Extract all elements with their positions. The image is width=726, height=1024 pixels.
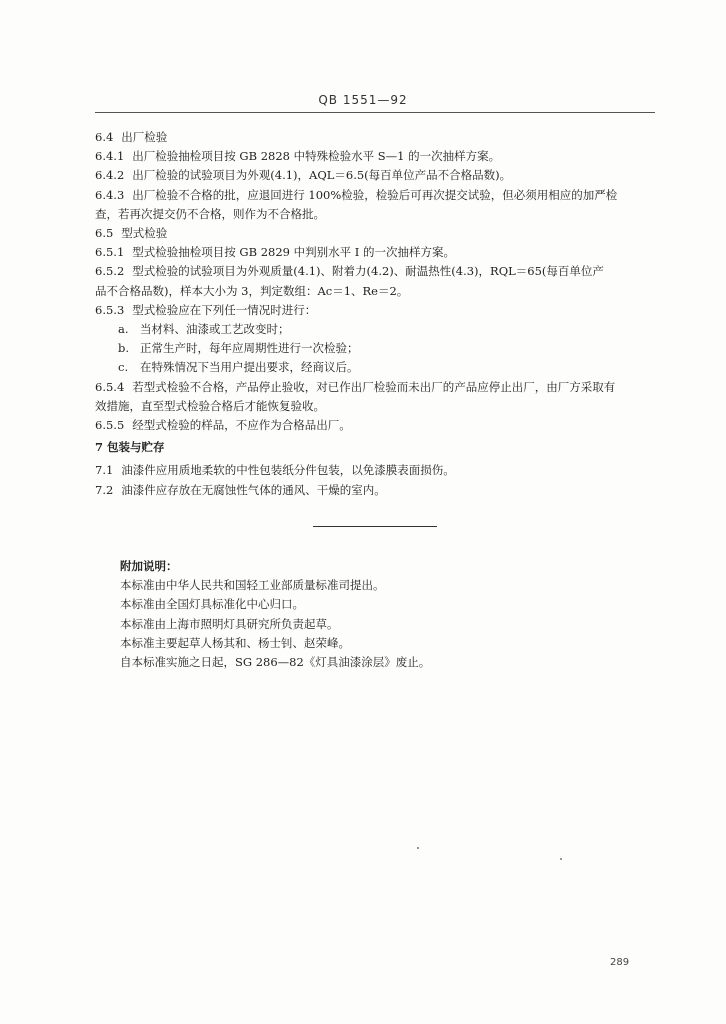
section-number: 7.1 bbox=[95, 463, 114, 478]
section-6-5-1 bbox=[95, 243, 657, 262]
section-text: 型式检验应在下列任一情况时进行： bbox=[132, 302, 317, 317]
section-number: 6.5.4 bbox=[95, 379, 125, 394]
list-item-a bbox=[95, 320, 657, 339]
section-text: 油漆件应用质地柔软的中性包装纸分件包装，以免漆膜表面损伤。 bbox=[121, 463, 455, 478]
section-number: 6.4.1 bbox=[95, 149, 125, 164]
page-number: 289 bbox=[610, 957, 630, 968]
document-body bbox=[95, 128, 657, 500]
section-text: 油漆件应存放在无腐蚀性气体的通风、干燥的室内。 bbox=[121, 482, 386, 497]
list-text: 正常生产时，每年应周期性进行一次检验； bbox=[140, 341, 359, 356]
section-number: 6.4 bbox=[95, 130, 114, 144]
section-6-5-2-continued: 品不合格品数)，样本大小为 3，判定数组：Ac＝1、Re＝2。 bbox=[95, 283, 409, 298]
section-text: 型式检验 bbox=[121, 226, 168, 241]
section-number: 6.5.3 bbox=[95, 302, 125, 317]
list-marker: b. bbox=[118, 341, 130, 356]
section-number: 6.4.3 bbox=[95, 187, 125, 202]
section-6-5-5 bbox=[95, 416, 657, 435]
list-item-c bbox=[95, 358, 657, 377]
notes-line: 本标准主要起草人杨其和、杨士钊、赵荣峰。 bbox=[120, 635, 350, 650]
end-separator-rule bbox=[313, 526, 437, 527]
section-6-4 bbox=[95, 128, 657, 147]
section-6-4-1 bbox=[95, 147, 657, 166]
notes-line: 本标准由上海市照明灯具研究所负责起草。 bbox=[120, 616, 339, 631]
section-number: 6.5.2 bbox=[95, 264, 125, 279]
section-number: 6.5.5 bbox=[95, 418, 125, 433]
list-marker: c. bbox=[118, 360, 129, 375]
section-6-5-2 bbox=[95, 262, 657, 281]
chapter-7-title: 7 包装与贮存 bbox=[95, 440, 165, 455]
section-6-5-4-continued: 效措施，直至型式检验合格后才能恢复验收。 bbox=[95, 398, 325, 413]
section-text: 出厂检验不合格的批，应退回进行 100%检验，检验后可再次提交试验，但必须用相应的加严检 bbox=[132, 187, 618, 202]
section-7-2 bbox=[95, 481, 657, 500]
list-text: 在特殊情况下当用户提出要求，经商议后。 bbox=[140, 360, 359, 375]
section-text: 出厂检验抽检项目按 GB 2828 中特殊检验水平 S—1 的一次抽样方案。 bbox=[132, 149, 501, 164]
section-6-4-3-continued: 查，若再次提交仍不合格，则作为不合格批。 bbox=[95, 206, 325, 221]
notes-line: 本标准由中华人民共和国轻工业部质量标准司提出。 bbox=[120, 578, 385, 593]
section-text: 出厂检验的试验项目为外观(4.1)，AQL＝6.5(每百单位产品不合格品数)。 bbox=[132, 168, 512, 183]
list-marker: a. bbox=[118, 322, 129, 337]
notes-title: 附加说明： bbox=[120, 559, 178, 573]
section-6-5-3 bbox=[95, 301, 657, 320]
additional-notes bbox=[120, 557, 640, 672]
list-item-b bbox=[95, 339, 657, 358]
section-number: 6.5 bbox=[95, 226, 114, 241]
standard-code-header: QB 1551—92 bbox=[318, 93, 408, 107]
section-text: 出厂检验 bbox=[121, 130, 168, 144]
scan-speck bbox=[417, 847, 419, 849]
section-text: 型式检验抽检项目按 GB 2829 中判别水平 I 的一次抽样方案。 bbox=[132, 245, 455, 260]
notes-line: 本标准由全国灯具标准化中心归口。 bbox=[120, 597, 304, 612]
section-number: 7.2 bbox=[95, 482, 114, 497]
section-number: 6.4.2 bbox=[95, 168, 125, 183]
section-6-5 bbox=[95, 224, 657, 243]
section-text: 经型式检验的样品，不应作为合格品出厂。 bbox=[132, 418, 351, 433]
section-number: 6.5.1 bbox=[95, 245, 125, 260]
list-text: 当材料、油漆或工艺改变时； bbox=[140, 322, 290, 337]
header-rule bbox=[95, 112, 655, 113]
section-6-4-2 bbox=[95, 166, 657, 185]
section-6-5-4 bbox=[95, 378, 657, 397]
section-text: 若型式检验不合格，产品停止验收，对已作出厂检验而未出厂的产品应停止出厂，由厂方采取有 bbox=[132, 379, 616, 394]
section-text: 型式检验的试验项目为外观质量(4.1)、附着力(4.2)、耐温热性(4.3)，RQL＝65(每百单位产 bbox=[132, 264, 604, 279]
section-6-4-3 bbox=[95, 186, 657, 205]
scan-speck bbox=[560, 858, 562, 860]
notes-line: 自本标准实施之日起，SG 286—82《灯具油漆涂层》废止。 bbox=[120, 655, 431, 670]
section-7-1 bbox=[95, 461, 657, 480]
